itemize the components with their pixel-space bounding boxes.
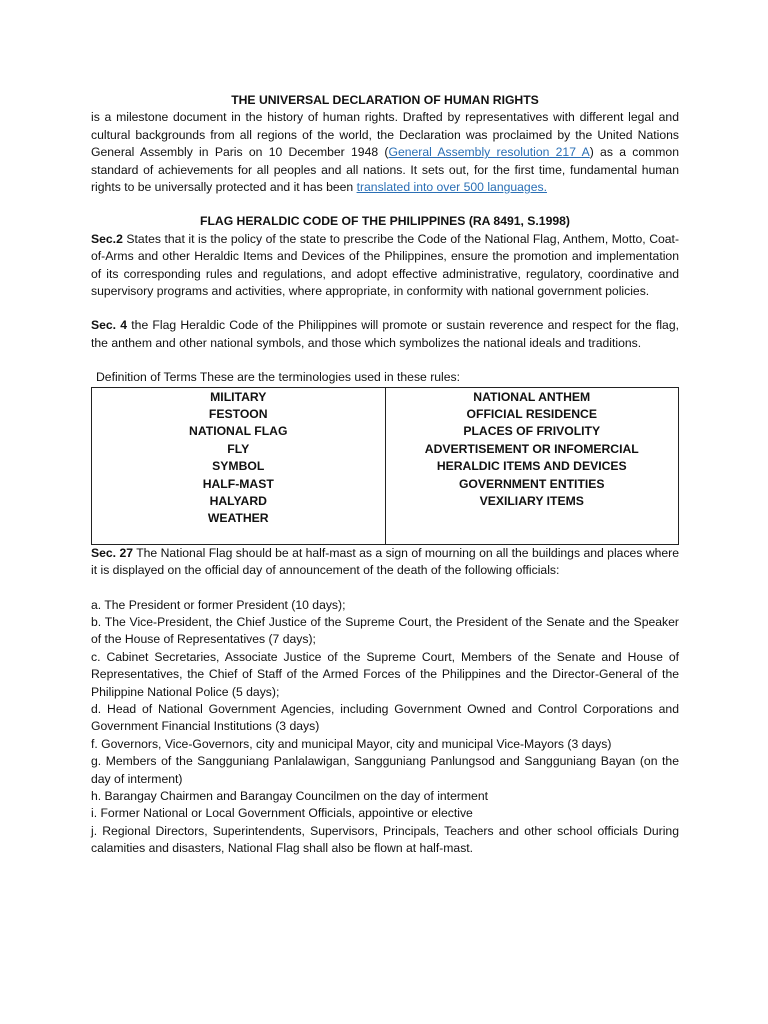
term-left: WEATHER: [207, 511, 269, 526]
translated-link[interactable]: translated into over 500 languages.: [356, 180, 547, 195]
term-left: NATIONAL FLAG: [189, 424, 288, 439]
term-right: VEXILIARY ITEMS: [479, 494, 584, 509]
term-left: HALYARD: [209, 494, 267, 509]
sec4-paragraph: [91, 317, 679, 352]
term-left: MILITARY: [210, 389, 267, 404]
term-right: GOVERNMENT ENTITIES: [458, 476, 605, 491]
list-item: c. Cabinet Secretaries, Associate Justice of the Supreme Court, Members of the Senate and House of Representatives, the Chief of Staff of the Armed Forces of the Philippines and the Director-General of the Philippine National Police (5 days);: [91, 649, 679, 699]
sec4-text: the Flag Heraldic Code of the Philippines will promote or sustain reverence and respect for the flag, the anthem and other national symbols, and those which symbolizes the national ideals and traditions.: [91, 318, 679, 350]
term-left: FESTOON: [208, 407, 268, 422]
udhr-title: THE UNIVERSAL DECLARATION OF HUMAN RIGHTS: [231, 93, 539, 107]
term-right: ADVERTISEMENT OR INFOMERCIAL: [424, 441, 639, 456]
sec2-label: Sec.2: [91, 231, 123, 246]
udhr-text-b: ) as a common standard of achievements for all peoples and all nations. It sets out, for the first time, fundamental human rights to be universally protected and it has been: [91, 145, 679, 195]
sec2-text: States that it is the policy of the state to prescribe the Code of the National Flag, Anthem, Motto, Coat-of-Arms and other Heraldic Items and Devices of the Philippines, ensure the promotion and implementation of its corresponding rules and regulations, and adopt effective administrative, regulatory, coordinative and supervisory programs and activities, where appropriate, in conformity with national government policies.: [91, 231, 679, 299]
document-page: [91, 92, 679, 858]
sec2-paragraph: [91, 231, 679, 301]
term-right: HERALDIC ITEMS AND DEVICES: [436, 459, 627, 474]
sec27-paragraph: [91, 545, 679, 580]
sec27-list: [91, 597, 679, 858]
term-left: HALF-MAST: [202, 476, 274, 491]
term-right: OFFICIAL RESIDENCE: [466, 407, 597, 422]
terms-right-column: [385, 387, 679, 544]
list-item: f. Governors, Vice-Governors, city and municipal Mayor, city and municipal Vice-Mayors (3 days): [91, 736, 612, 751]
list-item: d. Head of National Government Agencies, including Government Owned and Control Corporations and Government Financial Institutions (3 days): [91, 701, 679, 734]
definitions-intro: Definition of Terms These are the terminologies used in these rules:: [96, 370, 461, 385]
sec4-label: Sec. 4: [91, 318, 128, 333]
terms-left-column: [92, 387, 386, 544]
terms-table: [91, 387, 679, 545]
list-item: h. Barangay Chairmen and Barangay Councilmen on the day of interment: [91, 788, 489, 803]
list-item: i. Former National or Local Government Officials, appointive or elective: [91, 806, 473, 821]
list-item: j. Regional Directors, Superintendents, Supervisors, Principals, Teachers and other school officials During calamities and disasters, National Flag shall also be flown at half-mast.: [91, 823, 679, 856]
resolution-link[interactable]: General Assembly resolution 217 A: [388, 145, 590, 160]
flag-code-title: FLAG HERALDIC CODE OF THE PHILIPPINES (RA 8491, S.1998): [200, 214, 570, 229]
term-right: PLACES OF FRIVOLITY: [463, 424, 601, 439]
sec27-text: The National Flag should be at half-mast as a sign of mourning on all the buildings and places where it is displayed on the official day of announcement of the death of the following officials:: [91, 545, 679, 578]
term-left: FLY: [227, 441, 250, 456]
list-item: a. The President or former President (10 days);: [91, 597, 346, 612]
udhr-paragraph: [91, 109, 679, 196]
list-item: b. The Vice-President, the Chief Justice of the Supreme Court, the President of the Senate and the Speaker of the House of Representatives (7 days);: [91, 614, 679, 647]
term-left: SYMBOL: [212, 459, 265, 474]
udhr-text-a: is a milestone document in the history of human rights. Drafted by representatives with different legal and cultural backgrounds from all regions of the world, the Declaration was proclaimed by the United Nations General Assembly in Paris on 10 December 1948 (: [91, 110, 679, 160]
list-item: g. Members of the Sangguniang Panlalawigan, Sangguniang Panlungsod and Sangguniang Bayan (on the day of interment): [91, 754, 679, 786]
sec27-label: Sec. 27: [91, 545, 134, 560]
term-right: NATIONAL ANTHEM: [473, 389, 591, 404]
